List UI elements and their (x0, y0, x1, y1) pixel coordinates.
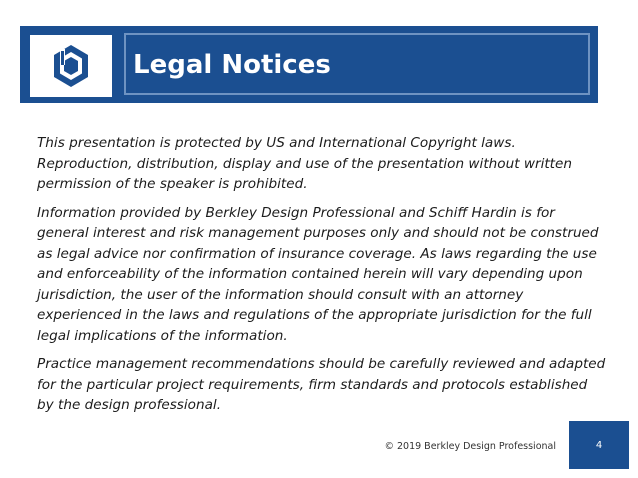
copyright-paragraph: This presentation is protected by US and International Copyright laws. Reproduction, distribution, display and use of the presentation without written permission of the speaker is prohibited. (37, 135, 572, 192)
footer-copyright: © 2019 Berkley Design Professional (384, 441, 556, 452)
header-banner (20, 26, 598, 103)
page-number: 4 (569, 421, 629, 469)
berkley-hexagon-logo-icon (51, 43, 91, 89)
logo (30, 35, 112, 97)
recommendations-paragraph: Practice management recommendations should be carefully reviewed and adapted for the particular project requirements, firm standards and protocols established by the design professional. (37, 356, 606, 413)
disclaimer-paragraph: Information provided by Berkley Design Professional and Schiff Hardin is for general interest and risk management purposes only and should not be construed as legal advice nor confirmation of insurance coverage. As laws regarding the use and enforceability of the information contained herein will vary depending upon jurisdiction, the user of the information should consult with an attorney experienced in the laws and regulations of the appropriate jurisdiction for the full legal implications of the information. (37, 204, 599, 344)
legal-text (37, 133, 607, 424)
page-title: Legal Notices (133, 50, 331, 80)
